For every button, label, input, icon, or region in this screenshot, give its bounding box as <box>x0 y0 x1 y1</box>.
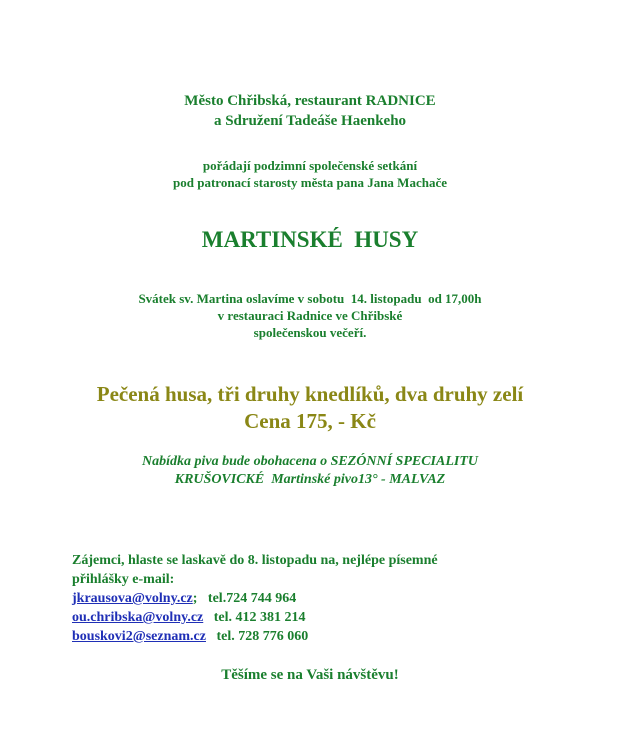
beer-line-1: Nabídka piva bude obohacena o SEZÓNNÍ SPECIALITU <box>141 454 479 469</box>
email-separator: ; <box>192 591 198 606</box>
intro <box>0 157 620 191</box>
menu-dish: Pečená husa, tři druhy knedlíků, dva druhy zelí <box>96 382 524 406</box>
phone-number: tel. 412 381 214 <box>213 610 306 625</box>
email-link[interactable]: bouskovi2@seznam.cz <box>72 629 206 644</box>
closing-line: Těšíme se na Vaši návštěvu! <box>221 667 399 683</box>
beer-line-2: KRUŠOVICKÉ Martinské pivo13° - MALVAZ <box>174 472 446 487</box>
email-link[interactable]: ou.chribska@volny.cz <box>72 610 204 625</box>
intro-line-1: pořádají podzimní společenské setkání <box>202 158 418 173</box>
phone-number: tel.724 744 964 <box>207 591 297 606</box>
event-line-3: společenskou večeří. <box>253 325 367 340</box>
beer-offer <box>0 453 620 489</box>
phone-number: tel. 728 776 060 <box>216 629 309 644</box>
email-link[interactable]: jkrausova@volny.cz <box>72 591 193 606</box>
organizers-line-2: a Sdružení Tadeáše Haenkeho <box>213 113 407 129</box>
contact-block <box>72 551 612 646</box>
intro-line-2: pod patronací starosty města pana Jana Machače <box>173 175 447 190</box>
contact-entry <box>72 589 612 608</box>
contact-entry <box>72 608 612 627</box>
event-line-2: v restauraci Radnice ve Chřibské <box>217 308 403 323</box>
contact-intro-line-2: přihlášky e-mail: <box>72 572 175 587</box>
contact-entry <box>72 627 612 646</box>
organizers-line-1: Město Chřibská, restaurant RADNICE <box>184 93 436 109</box>
contact-intro-line-1: Zájemci, hlaste se laskavě do 8. listopadu na, nejlépe písemné <box>72 553 438 568</box>
event-line-1: Svátek sv. Martina oslavíme v sobotu 14. listopadu od 17,00h <box>138 291 482 306</box>
menu-price: Cena 175, - Kč <box>244 409 376 433</box>
organizers <box>0 91 620 131</box>
event-title: MARTINSKÉ HUSY <box>201 227 419 252</box>
menu <box>0 381 620 435</box>
event-details <box>0 290 620 341</box>
